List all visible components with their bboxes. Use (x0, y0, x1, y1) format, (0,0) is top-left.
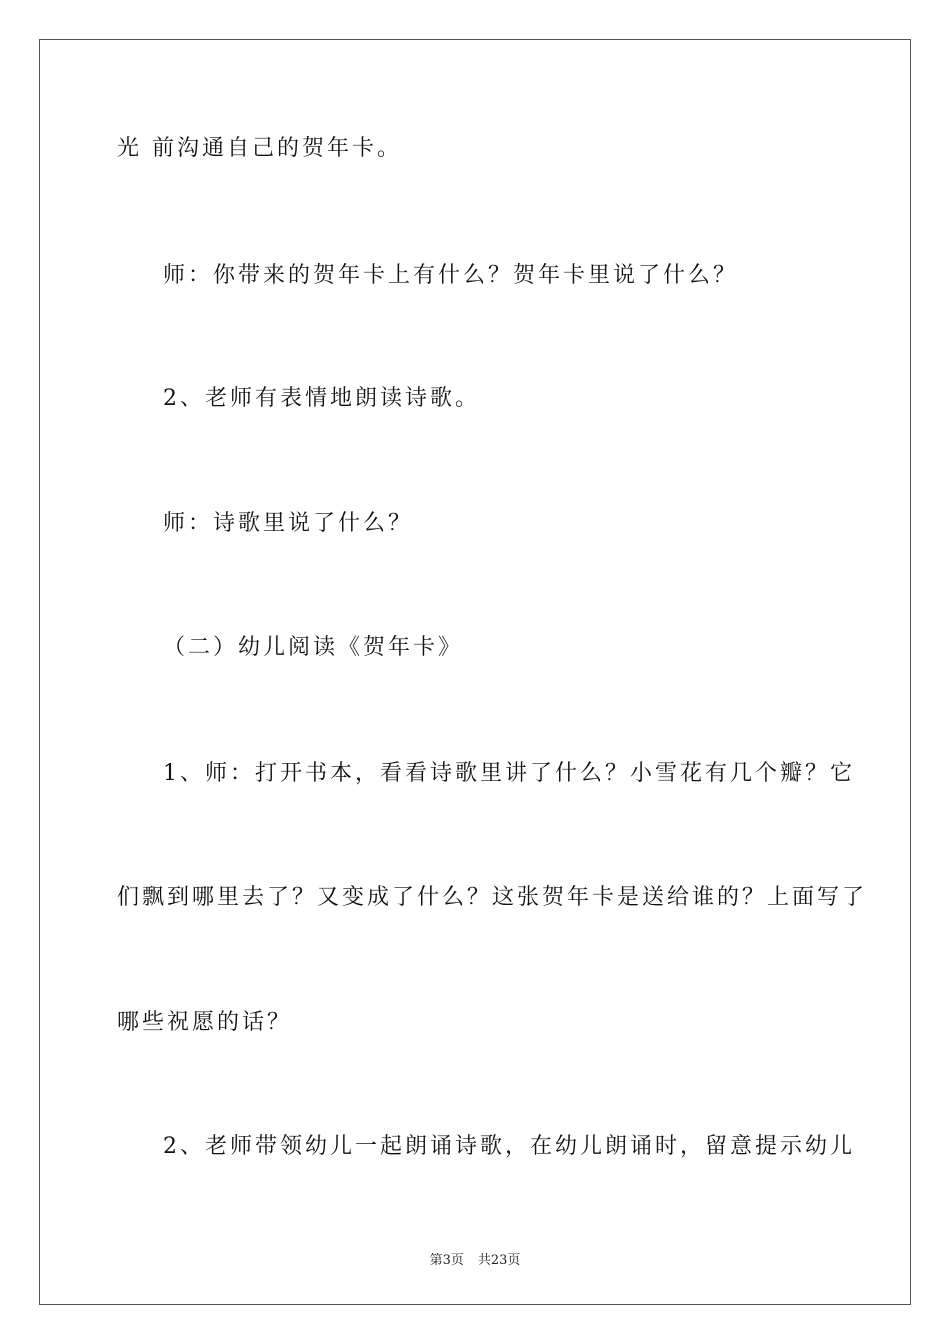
paragraph-line: 1、师：打开书本，看看诗歌里讲了什么？小雪花有几个瓣？它 (163, 761, 855, 786)
section-heading: （二）幼儿阅读《贺年卡》 (163, 635, 464, 660)
paragraph-line: 2、老师有表情地朗读诗歌。 (163, 386, 480, 411)
paragraph-line: 2、老师带领幼儿一起朗诵诗歌，在幼儿朗诵时，留意提示幼儿 (163, 1134, 855, 1159)
paragraph-line: 们飘到哪里去了？又变成了什么？这张贺年卡是送给谁的？上面写了 (117, 885, 868, 910)
paragraph-line: 哪些祝愿的话？ (117, 1010, 293, 1035)
page-number: 第3页 (429, 1253, 464, 1268)
paragraph-line: 师：诗歌里说了什么？ (163, 511, 414, 536)
page-footer (0, 1249, 950, 1268)
page-total: 共23页 (477, 1253, 521, 1268)
paragraph-line: 光 前沟通自己的贺年卡。 (117, 136, 402, 161)
page-border (39, 39, 911, 1305)
paragraph-line: 师：你带来的贺年卡上有什么？贺年卡里说了什么？ (163, 263, 739, 288)
